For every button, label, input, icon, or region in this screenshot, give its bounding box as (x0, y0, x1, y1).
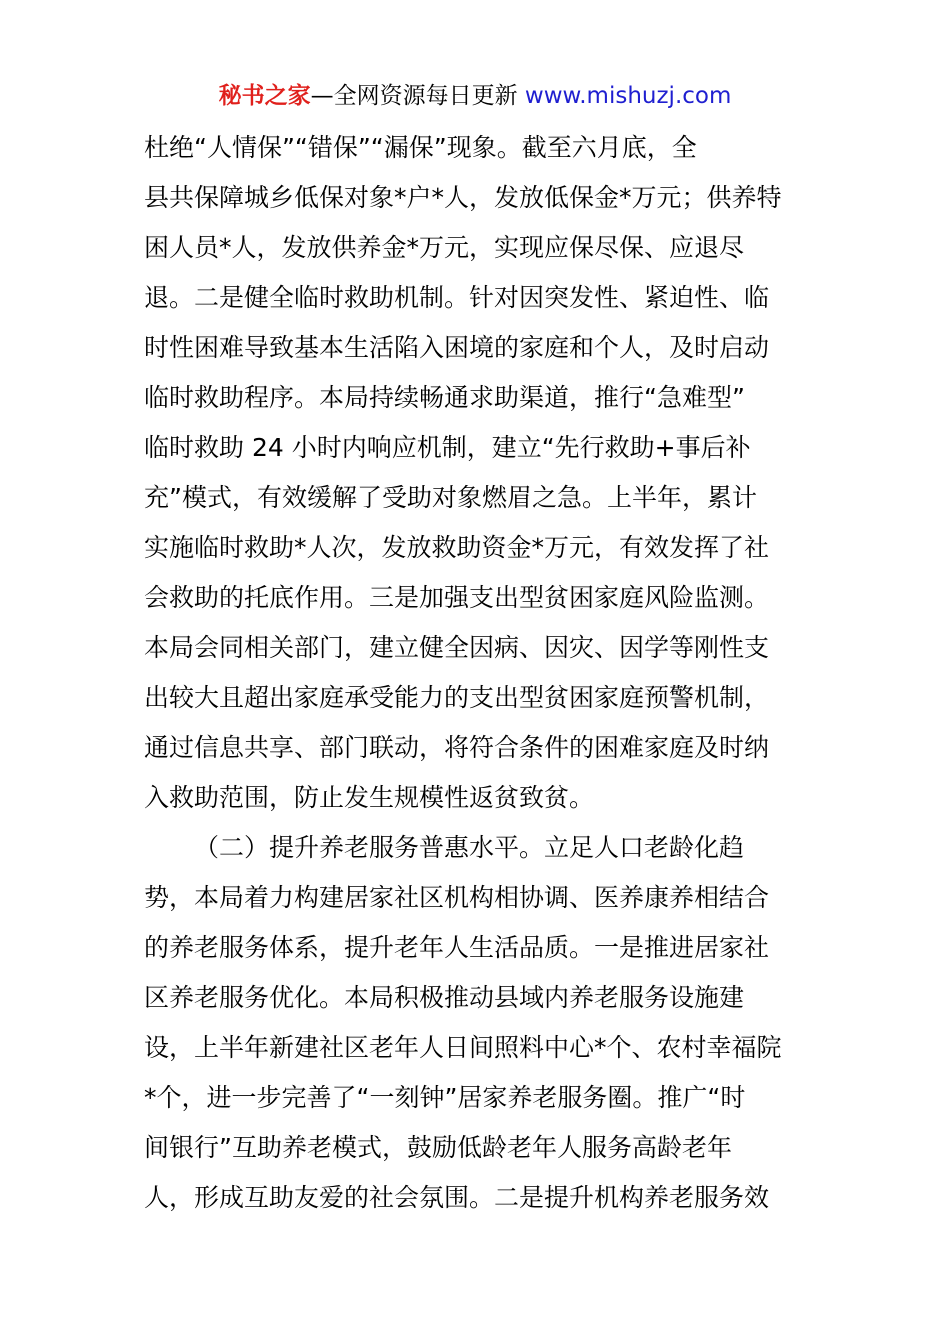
text-line: 杜绝“人情保”“错保”“漏保”现象。截至六月底，全 (144, 133, 697, 162)
text-line: *个，进一步完善了“一刻钟”居家养老服务圈。推广“时 (144, 1083, 746, 1112)
text-line: 退。二是健全临时救助机制。针对因突发性、紧迫性、临 (144, 283, 770, 312)
text-line: 设，上半年新建社区老年人日间照料中心*个、农村幸福院 (144, 1033, 782, 1062)
site-tagline: —全网资源每日更新 (310, 83, 525, 109)
site-url-link[interactable]: www.mishuzj.com (524, 83, 732, 109)
text-line: 势，本局着力构建居家社区机构相协调、医养康养相结合 (144, 883, 770, 912)
text-line: 实施临时救助*人次，发放救助资金*万元，有效发挥了社 (144, 533, 770, 562)
text-line: 间银行”互助养老模式，鼓励低龄老年人服务高龄老年 (144, 1133, 732, 1162)
site-header (0, 80, 950, 112)
text-line: 困人员*人，发放供养金*万元，实现应保尽保、应退尽 (144, 233, 745, 262)
text-line: 县共保障城乡低保对象*户*人，发放低保金*万元；供养特 (144, 183, 782, 212)
text-line: 时性困难导致基本生活陷入困境的家庭和个人，及时启动 (144, 333, 770, 362)
document-body (144, 128, 808, 1228)
text-line: 入救助范围，防止发生规模性返贫致贫。 (144, 783, 595, 812)
text-line: 区养老服务优化。本局积极推动县域内养老服务设施建 (144, 983, 745, 1012)
text-line: 临时救助程序。本局持续畅通求助渠道，推行“急难型” (144, 383, 745, 412)
section-heading-line: （二）提升养老服务普惠水平。立足人口老龄化趋 (194, 833, 745, 862)
text-line: 充”模式，有效缓解了受助对象燃眉之急。上半年，累计 (144, 483, 757, 512)
text-line: 人，形成互助友爱的社会氛围。二是提升机构养老服务效 (144, 1183, 770, 1212)
text-line: 会救助的托底作用。三是加强支出型贫困家庭风险监测。 (144, 583, 770, 612)
text-line: 本局会同相关部门，建立健全因病、因灾、因学等刚性支 (144, 633, 770, 662)
text-line: 的养老服务体系，提升老年人生活品质。一是推进居家社 (144, 933, 770, 962)
text-line: 通过信息共享、部门联动，将符合条件的困难家庭及时纳 (144, 733, 770, 762)
site-brand: 秘书之家 (218, 83, 311, 109)
text-line: 出较大且超出家庭承受能力的支出型贫困家庭预警机制， (144, 683, 770, 712)
text-line: 临时救助 24 小时内响应机制，建立“先行救助+事后补 (144, 433, 751, 462)
